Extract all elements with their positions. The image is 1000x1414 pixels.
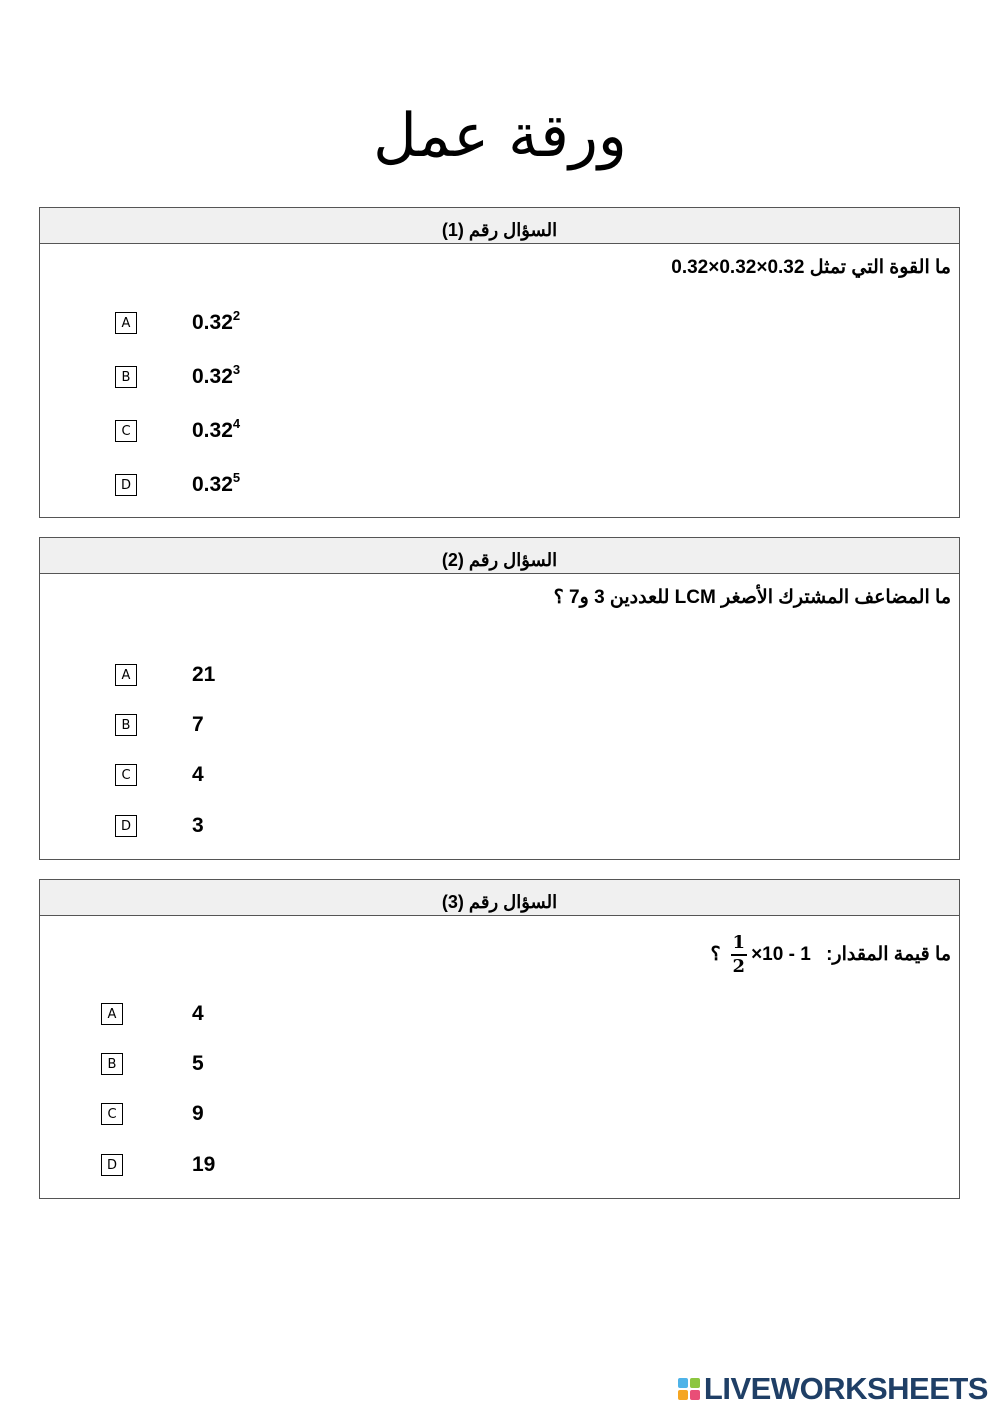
question-2-text: ما المضاعف المشترك الأصغر LCM للعددين 3 و7 ؟ xyxy=(553,587,951,608)
option-letter[interactable]: B xyxy=(115,366,137,388)
option-value: 4 xyxy=(192,1002,204,1025)
option-value: 21 xyxy=(192,663,216,686)
option-letter[interactable]: A xyxy=(115,664,137,686)
question-2 xyxy=(39,537,960,860)
logo-square-1 xyxy=(678,1378,688,1388)
option-value: 0.32$^3$ xyxy=(192,362,241,388)
brand-text: LIVEWORKSHEETS xyxy=(703,1371,988,1406)
question-2-header: السؤال رقم (2) xyxy=(40,538,959,574)
question-3-expression xyxy=(710,930,810,980)
option-letter[interactable]: A xyxy=(101,1003,123,1025)
fraction-denominator: 2 xyxy=(732,955,746,977)
question-3-prefix: ما قيمة المقدار: xyxy=(826,944,951,965)
option-value: 19 xyxy=(192,1153,216,1176)
option-value: 3 xyxy=(192,814,204,837)
option-3c[interactable] xyxy=(40,1101,440,1127)
liveworksheets-logo xyxy=(678,1371,988,1406)
option-letter[interactable]: C xyxy=(115,764,137,786)
liveworksheets-logo-icon xyxy=(678,1378,700,1400)
option-2c[interactable] xyxy=(40,762,440,788)
option-value: 0.32$^2$ xyxy=(192,308,241,334)
question-3 xyxy=(39,879,960,1199)
option-letter[interactable]: C xyxy=(101,1103,123,1125)
option-value: 9 xyxy=(192,1102,204,1125)
option-value: 4 xyxy=(192,763,204,786)
question-1-text: ما القوة التي تمثل 0.32×0.32×0.32 xyxy=(671,257,951,278)
option-2d[interactable] xyxy=(40,813,440,839)
logo-square-4 xyxy=(690,1390,700,1400)
option-value: 0.32$^4$ xyxy=(192,416,241,442)
option-2b[interactable] xyxy=(40,712,440,738)
question-3-expr-left: 1 - 10× xyxy=(751,944,811,965)
logo-square-2 xyxy=(690,1378,700,1388)
option-value: 5 xyxy=(192,1052,204,1075)
option-value: 0.32$^5$ xyxy=(192,470,241,496)
option-letter[interactable]: A xyxy=(115,312,137,334)
option-letter[interactable]: D xyxy=(115,815,137,837)
question-3-text xyxy=(700,930,951,980)
option-1b[interactable] xyxy=(40,364,440,390)
option-3d[interactable] xyxy=(40,1152,440,1178)
option-letter[interactable]: D xyxy=(115,474,137,496)
logo-square-3 xyxy=(678,1390,688,1400)
fraction-numerator: 1 xyxy=(731,932,748,956)
option-value: 7 xyxy=(192,713,204,736)
option-1d[interactable] xyxy=(40,472,440,498)
question-3-header: السؤال رقم (3) xyxy=(40,880,959,916)
question-1-header: السؤال رقم (1) xyxy=(40,208,959,244)
option-letter[interactable]: C xyxy=(115,420,137,442)
question-1 xyxy=(39,207,960,518)
option-letter[interactable]: B xyxy=(101,1053,123,1075)
option-1a[interactable] xyxy=(40,310,440,336)
option-letter[interactable]: B xyxy=(115,714,137,736)
option-3b[interactable] xyxy=(40,1051,440,1077)
option-3a[interactable] xyxy=(40,1001,440,1027)
page-title: ورقة عمل xyxy=(373,101,627,171)
option-1c[interactable] xyxy=(40,418,440,444)
question-3-frac-suffix: ؟ xyxy=(710,944,721,965)
option-letter[interactable]: D xyxy=(101,1154,123,1176)
fraction xyxy=(731,932,748,978)
option-2a[interactable] xyxy=(40,662,440,688)
